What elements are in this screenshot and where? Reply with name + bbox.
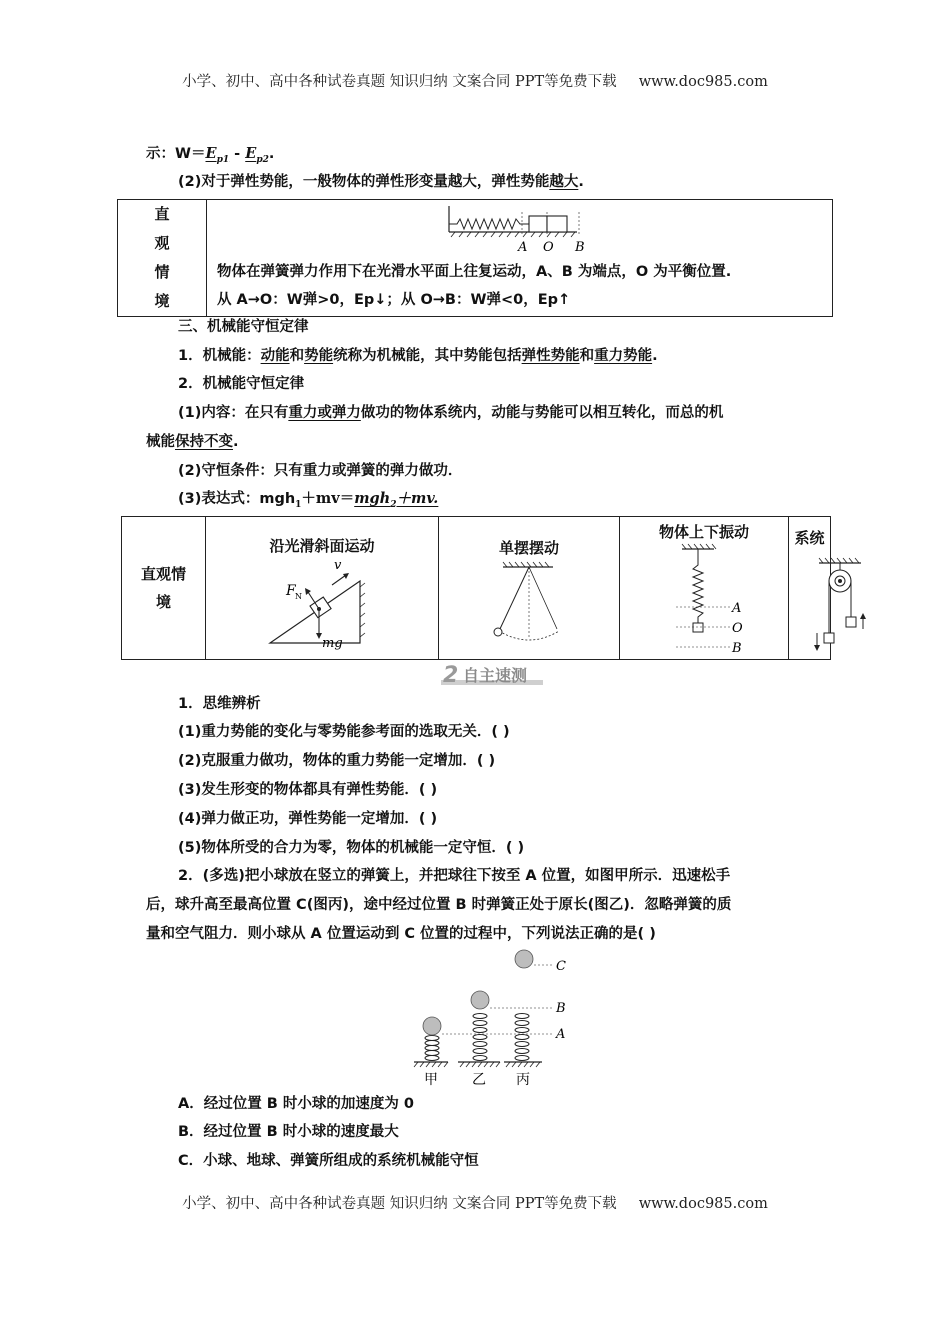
caption-jia: 甲 [424, 1072, 438, 1088]
ground-hatch [414, 1062, 540, 1067]
pulley-axle [838, 579, 842, 583]
page-header [0, 70, 950, 91]
osc-label-o: O [732, 621, 743, 636]
def-kinetic: 动能 [260, 348, 290, 364]
spring [449, 219, 529, 229]
label-b: B [575, 240, 585, 255]
question-2-line-1: 2．(多选)把小球放在竖立的弹簧上，并把球往下按至 A 位置，如图甲所示．迅速松手 [178, 868, 731, 884]
ep2-sub: p2 [256, 154, 269, 165]
ball-yi [471, 991, 489, 1009]
velocity-arrow [332, 575, 346, 585]
left-mass [824, 633, 834, 643]
expr-a: (3)表达式：mgh [178, 491, 296, 507]
pulley-figure [805, 557, 875, 657]
down-arrowhead [814, 645, 820, 651]
table1-label-cell [118, 200, 207, 317]
incline-title: 沿光滑斜面运动 [269, 537, 375, 555]
spring-jia [425, 1036, 439, 1061]
law-content-1 [178, 403, 723, 423]
elastic-answer: 越大 [549, 174, 579, 190]
pendulum-title: 单摆摆动 [498, 539, 559, 557]
floor-hatch [451, 232, 575, 237]
quiz-item-5: (5)物体所受的合力为零，物体的机械能一定守恒．( ) [178, 840, 525, 856]
incline-cell [206, 517, 439, 660]
ep1-e: E [205, 145, 217, 162]
pulley-ceiling-hatch [819, 558, 859, 563]
option-a[interactable]: A．经过位置 B 时小球的加速度为 0 [178, 1096, 415, 1112]
right-mass [846, 617, 856, 627]
system-cell [789, 517, 831, 660]
osc-label-a: A [732, 601, 742, 616]
caption-bing: 丙 [516, 1072, 530, 1088]
def-and2: 和 [579, 348, 595, 364]
pendulum-string [499, 567, 529, 631]
oscillation-cell [620, 517, 789, 660]
law-condition: (2)守恒条件：只有重力或弹簧的弹力做功． [178, 463, 463, 479]
elastic-energy-line [178, 172, 584, 192]
spring-bing [515, 1014, 529, 1061]
def-mid: 统称为机械能，其中势能包括 [333, 348, 522, 364]
elastic-end: . [578, 174, 584, 190]
law-expression [178, 489, 438, 515]
expr-underlined [354, 490, 439, 510]
label-mg: mg [322, 636, 343, 651]
up-arrowhead [860, 613, 866, 619]
elastic-text: (2)对于弹性势能，一般物体的弹性形变量越大，弹性势能 [178, 174, 550, 190]
def-prefix: 1．机械能： [178, 348, 261, 364]
def-and: 和 [289, 348, 305, 364]
caption-yi: 乙 [472, 1072, 486, 1088]
content-answer2: 保持不变 [175, 434, 233, 450]
spring-situation-table [117, 199, 833, 317]
table1-desc: 物体在弹簧弹力作用下在光滑水平面上往复运动，A、B 为端点，O 为平衡位置. [217, 264, 732, 280]
label-char: 直 [154, 205, 170, 223]
footer-url[interactable]: www.doc985.com [638, 1196, 768, 1212]
pendulum-string-right [529, 567, 557, 629]
block [529, 216, 547, 232]
law-content-2 [146, 432, 239, 452]
def-end: . [652, 348, 658, 364]
content-answer: 重力或弹力 [288, 405, 361, 421]
expr-c: ＋mv＝ [301, 490, 355, 507]
ball-spring-figure [412, 946, 572, 1088]
fig-label-a: A [556, 1027, 566, 1042]
def-potential: 势能 [304, 348, 334, 364]
label-n-sub: N [295, 592, 302, 601]
normal-arrowhead [305, 588, 311, 595]
content-prefix: (1)内容：在只有 [178, 405, 289, 421]
formula-line [146, 144, 274, 170]
quiz-item-4: (4)弹力做正功，弹性势能一定增加．( ) [178, 811, 438, 827]
vertical-spring [693, 549, 703, 623]
pendulum-figure [479, 559, 589, 659]
content-end: . [233, 434, 239, 450]
label-char: 境 [154, 292, 170, 310]
oscillation-title: 物体上下振动 [658, 523, 749, 541]
expr-d: mgh [354, 490, 391, 507]
ep1-sub: p1 [216, 154, 230, 165]
label-v: v [334, 558, 342, 573]
def-gravity: 重力势能 [594, 348, 653, 364]
pendulum-cell [439, 517, 620, 660]
formula-minus: - [229, 146, 246, 162]
spring-yi [473, 1014, 487, 1061]
content-cont: 械能 [146, 434, 175, 450]
quiz-item-2: (2)克服重力做功，物体的重力势能一定增加．( ) [178, 753, 496, 769]
def-elastic: 弹性势能 [521, 348, 580, 364]
spring-ceiling-hatch [682, 544, 716, 549]
expr-sub2: 2 [390, 499, 397, 510]
table2-label-cell [122, 517, 206, 660]
self-test-logo-graphic [441, 662, 543, 686]
logo-text: 自主速测 [463, 666, 528, 685]
quiz-item-3: (3)发生形变的物体都具有弹性势能．( ) [178, 782, 438, 798]
spring-block-figure [447, 204, 607, 256]
page-footer [0, 1192, 950, 1213]
formula-prefix: 示：W＝ [146, 146, 206, 162]
label-a: A [518, 240, 528, 255]
hanging-block [693, 623, 703, 632]
footer-text: 小学、初中、高中各种试卷真题 知识归纳 文案合同 PPT等免费下载 [182, 1196, 617, 1212]
ball-jia [423, 1017, 441, 1035]
content-rest: 做功的物体系统内，动能与势能可以相互转化，而总的机 [360, 405, 724, 421]
block-right [547, 216, 567, 232]
oscillation-figure [672, 543, 762, 661]
law-title: 2．机械能守恒定律 [178, 376, 305, 392]
incline-hatch [360, 583, 365, 637]
incline-figure [264, 557, 374, 657]
system-title: 系统 [794, 529, 825, 547]
quiz-item-1: (1)重力势能的变化与零势能参考面的选取无关．( ) [178, 724, 510, 740]
self-test-logo [441, 662, 543, 686]
formula-ep2 [245, 145, 269, 165]
pendulum-bob [494, 628, 502, 636]
fig-label-c: C [556, 959, 566, 974]
osc-label-b: B [732, 641, 742, 656]
label-char: 观 [154, 234, 170, 252]
table1-content-cell [207, 200, 833, 317]
ball-bing [515, 950, 533, 968]
formula-end: . [268, 146, 275, 162]
label-o: O [543, 240, 554, 255]
option-c[interactable]: C．小球、地球、弹簧所组成的系统机械能守恒 [178, 1153, 479, 1169]
ep2-e: E [245, 145, 257, 162]
ceiling-hatch [503, 562, 549, 567]
header-url[interactable]: www.doc985.com [638, 74, 768, 90]
conservation-situations-table [121, 516, 831, 660]
option-b[interactable]: B．经过位置 B 时小球的速度最大 [178, 1124, 399, 1140]
quiz-title: 1．思维辨析 [178, 696, 261, 712]
expr-sub1: 1 [295, 499, 302, 510]
question-2-line-2: 后，球升高至最高位置 C(图丙)，途中经过位置 B 时弹簧正处于原长(图乙)．忽略弹簧的质 [146, 897, 732, 913]
table2-label: 直观情境 [140, 565, 186, 611]
table1-label [118, 200, 206, 316]
table1-energy: 从 A→O：W弹>0，Ep↓；从 O→B：W弹<0，Ep↑ [217, 292, 571, 308]
question-2-line-3: 量和空气阻力．则小球从 A 位置运动到 C 位置的过程中，下列说法正确的是( ) [146, 926, 656, 942]
fig-label-b: B [556, 1001, 566, 1016]
label-char: 情 [154, 263, 170, 281]
expr-f: ＋mv. [396, 490, 439, 507]
section-title: 三、机械能守恒定律 [178, 319, 309, 335]
mech-energy-def [178, 346, 658, 366]
label-f: F [286, 583, 296, 599]
logo-number: 2 [443, 663, 459, 686]
formula-ep1 [205, 145, 230, 165]
header-text: 小学、初中、高中各种试卷真题 知识归纳 文案合同 PPT等免费下载 [182, 74, 617, 90]
